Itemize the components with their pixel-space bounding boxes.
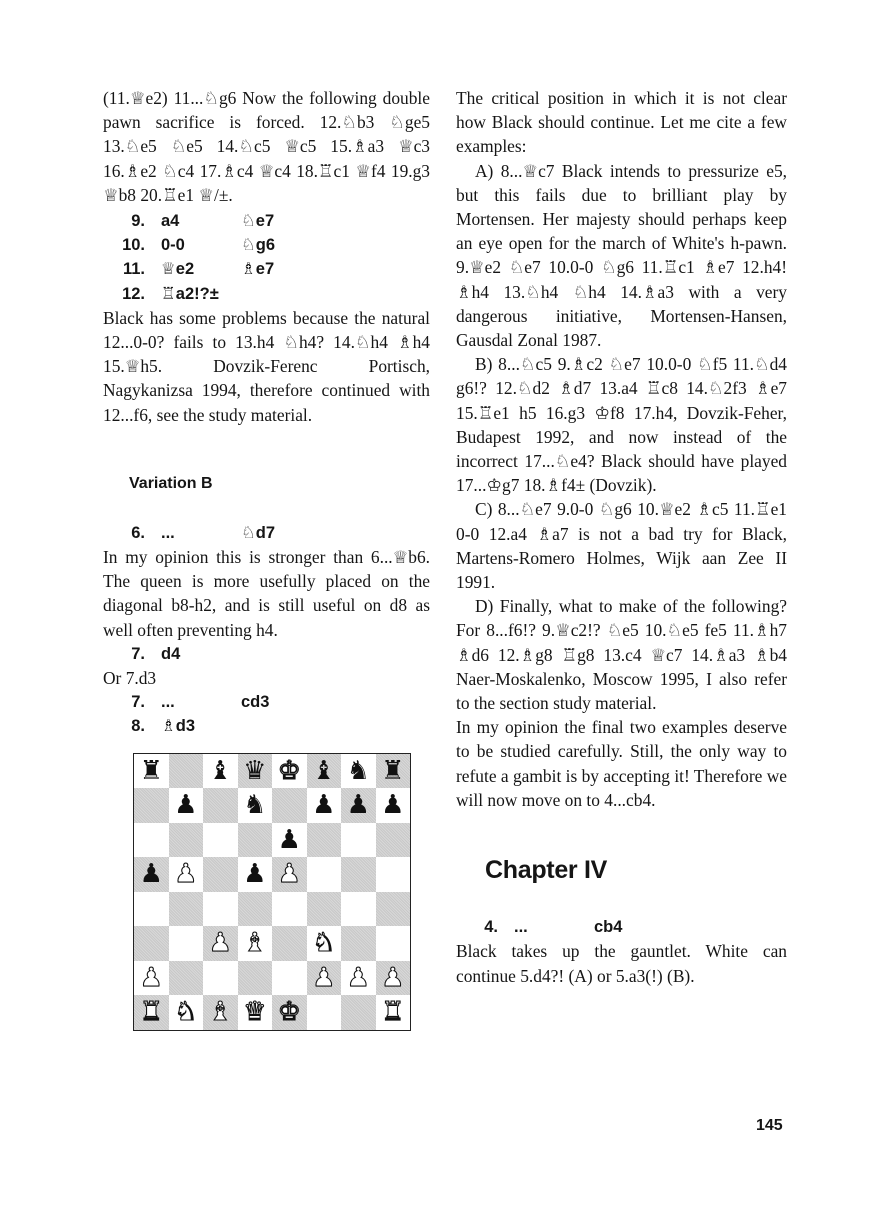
board-square xyxy=(238,857,273,892)
board-square xyxy=(307,995,342,1030)
board-square xyxy=(307,788,342,823)
black-knight-icon: ♞ xyxy=(346,755,370,786)
board-square xyxy=(238,926,273,961)
board-square xyxy=(341,961,376,996)
black-pawn-icon: ♟ xyxy=(312,790,336,821)
example-b-paragraph: B) 8...♘c5 9.♗c2 ♘e7 10.0-0 ♘f5 11.♘d4 g6!? 12.♘d2 ♗d7 13.a4 ♖c8 14.♘2f3 ♗e7 15.♖e1 h5 16.g3 ♔f8 17.h4, Dovzik-Feher, Budapest 1992, and now instead of the incorrect 17...♘e4? Black should have played 17...♔g7 18.♗f4± (Dovzik). xyxy=(456,354,787,496)
board-square xyxy=(203,788,238,823)
white-move: ♕e2 xyxy=(161,260,195,279)
board-square xyxy=(169,961,204,996)
black-rook-icon: ♜ xyxy=(381,755,405,786)
move-line xyxy=(103,282,430,306)
board-square xyxy=(272,926,307,961)
black-pawn-icon: ♟ xyxy=(381,790,405,821)
example-c-paragraph: C) 8...♘e7 9.0-0 ♘g6 10.♕e2 ♗c5 11.♖e1 0-0 12.a4 ♗a7 is not a bad try for Black, Martens-Romero Holmes, Wijk aan Zee II 1991. xyxy=(456,499,787,593)
board-square xyxy=(169,823,204,858)
critical-position-paragraph: The critical position in which it is not clear how Black should continue. Let me cite a few examples: xyxy=(456,88,787,157)
white-move: d4 xyxy=(161,644,181,663)
board-square xyxy=(341,788,376,823)
move-number: 8. xyxy=(131,717,145,736)
board-square xyxy=(238,823,273,858)
chapter-title: Chapter IV xyxy=(485,856,608,885)
white-move: 0-0 xyxy=(161,236,185,255)
black-rook-icon: ♜ xyxy=(139,755,163,786)
white-move: ... xyxy=(514,918,528,937)
move-number: 10. xyxy=(122,236,145,255)
white-move: a4 xyxy=(161,212,180,231)
board-square xyxy=(272,823,307,858)
black-knight-icon: ♞ xyxy=(243,790,267,821)
board-square xyxy=(272,961,307,996)
move-number: 7. xyxy=(131,644,145,663)
example-d-paragraph: D) Finally, what to make of the following? For 8...f6!? 9.♕c2!? ♘e5 10.♘e5 fe5 11.♗h7 ♗d6 12.♗g8 ♖g8 13.c4 ♕c7 14.♗a3 ♗b4 Naer-Moskalenko, Moscow 1995, I also refer to the section study material. xyxy=(456,596,787,714)
board-square xyxy=(134,788,169,823)
board-square xyxy=(203,961,238,996)
white-rook-icon: ♜ xyxy=(139,997,163,1028)
board-square xyxy=(203,857,238,892)
board-square xyxy=(341,857,376,892)
board-square xyxy=(134,995,169,1030)
black-pawn-icon: ♟ xyxy=(174,790,198,821)
white-pawn-icon: ♟ xyxy=(312,962,336,993)
black-move: ♘e7 xyxy=(241,212,275,231)
black-bishop-icon: ♝ xyxy=(312,755,336,786)
board-square xyxy=(376,788,411,823)
white-pawn-icon: ♟ xyxy=(139,962,163,993)
board-square xyxy=(307,754,342,789)
white-move: ♖a2!?± xyxy=(161,284,219,303)
gauntlet-paragraph: Black takes up the gauntlet. White can continue 5.d4?! (A) or 5.a3(!) (B). xyxy=(456,941,787,986)
black-queen-icon: ♛ xyxy=(243,755,267,786)
board-square xyxy=(134,857,169,892)
board-square xyxy=(203,892,238,927)
move-number: 11. xyxy=(122,260,145,279)
black-move: ♗e7 xyxy=(241,260,275,279)
white-pawn-icon: ♟ xyxy=(346,962,370,993)
move-number: 7. xyxy=(131,693,145,712)
board-square xyxy=(169,892,204,927)
white-pawn-icon: ♟ xyxy=(381,962,405,993)
board-square xyxy=(238,995,273,1030)
move-line xyxy=(103,257,430,281)
black-move: cb4 xyxy=(594,918,623,937)
board-square xyxy=(134,754,169,789)
board-square xyxy=(169,857,204,892)
board-square xyxy=(307,926,342,961)
board-square xyxy=(169,926,204,961)
board-square xyxy=(203,926,238,961)
black-move: ♘g6 xyxy=(241,236,276,255)
white-move: ♗d3 xyxy=(161,717,196,736)
white-king-icon: ♚ xyxy=(277,755,301,786)
black-bishop-icon: ♝ xyxy=(208,755,232,786)
board-square xyxy=(134,926,169,961)
analysis-paragraph: Black has some problems because the natural 12...0-0? fails to 13.h4 ♘h4? 14.♘h4 ♗h4 15.♕h5. Dovzik-Ferenc Portisch, Nagykanizsa 1994, therefore continued with 12...f6, see the study material. xyxy=(103,307,430,425)
move-line xyxy=(456,915,787,939)
board-square xyxy=(134,823,169,858)
board-square xyxy=(341,892,376,927)
board-square xyxy=(376,823,411,858)
board-square xyxy=(272,892,307,927)
black-move: cd3 xyxy=(241,693,270,712)
move-number: 4. xyxy=(484,918,498,937)
board-square xyxy=(376,961,411,996)
board-square xyxy=(341,754,376,789)
board-square xyxy=(203,823,238,858)
board-square xyxy=(341,823,376,858)
board-square xyxy=(169,754,204,789)
board-square xyxy=(272,788,307,823)
board-square xyxy=(376,926,411,961)
move-number: 12. xyxy=(122,284,145,303)
board-square xyxy=(134,892,169,927)
chess-diagram xyxy=(133,753,411,1031)
move-number: 9. xyxy=(131,212,145,231)
board-square xyxy=(376,754,411,789)
white-bishop-icon: ♝ xyxy=(208,997,232,1028)
white-pawn-icon: ♟ xyxy=(277,859,301,890)
board-square xyxy=(238,754,273,789)
board-square xyxy=(134,961,169,996)
move-number: 6. xyxy=(131,523,145,542)
board-square xyxy=(272,857,307,892)
board-square xyxy=(238,892,273,927)
white-bishop-icon: ♝ xyxy=(243,928,267,959)
board-square xyxy=(376,892,411,927)
white-knight-icon: ♞ xyxy=(312,928,336,959)
board-square xyxy=(376,857,411,892)
board-square xyxy=(307,857,342,892)
move-line xyxy=(103,209,430,233)
white-queen-icon: ♛ xyxy=(243,997,267,1028)
board-square xyxy=(272,995,307,1030)
chess-board xyxy=(134,754,410,1030)
black-pawn-icon: ♟ xyxy=(139,859,163,890)
black-pawn-icon: ♟ xyxy=(346,790,370,821)
white-move: ... xyxy=(161,693,175,712)
move-line xyxy=(103,233,430,257)
board-square xyxy=(272,754,307,789)
board-square xyxy=(169,995,204,1030)
white-knight-icon: ♞ xyxy=(174,997,198,1028)
conclusion-paragraph: In my opinion the final two examples deserve to be studied carefully. Still, the only way to refute a gambit is by accepting it! Therefore we will now move on to 4...cb4. xyxy=(456,717,787,810)
white-pawn-icon: ♟ xyxy=(174,859,198,890)
move-line xyxy=(103,714,430,738)
board-square xyxy=(307,823,342,858)
board-square xyxy=(341,926,376,961)
white-rook-icon: ♜ xyxy=(381,997,405,1028)
board-square xyxy=(169,788,204,823)
board-square xyxy=(307,961,342,996)
black-pawn-icon: ♟ xyxy=(243,859,267,890)
white-move: ... xyxy=(161,523,175,542)
alternative-line: Or 7.d3 xyxy=(103,668,157,689)
example-a-paragraph: A) 8...♕c7 Black intends to pressurize e5, but this fails due to brilliant play by Mortensen. Her majesty should perhaps keep an eye open for the march of White's h-pawn. 9.♕e2 ♘e7 10.0-0 ♘g6 11.♖c1 ♗e7 12.h4! ♗h4 13.♘h4 ♘h4 14.♗a3 with a very dangerous initiative, Mortensen-Hansen, Gausdal Zonal 1987. xyxy=(456,160,787,351)
board-square xyxy=(203,754,238,789)
move-line xyxy=(103,521,430,545)
intro-paragraph: (11.♕e2) 11...♘g6 Now the following double pawn sacrifice is forced. 12.♘b3 ♘ge5 13.♘e5 ♘e5 14.♘c5 ♕c5 15.♗a3 ♕c3 16.♗e2 ♘c4 17.♗c4 ♕c4 18.♖c1 ♕f4 19.g3 ♕b8 20.♖e1 ♕/±. xyxy=(103,88,430,205)
board-square xyxy=(238,961,273,996)
page-number: 145 xyxy=(756,1117,783,1134)
right-column xyxy=(456,86,787,988)
board-square xyxy=(341,995,376,1030)
board-square xyxy=(307,892,342,927)
black-move: ♘d7 xyxy=(241,523,276,542)
move-line xyxy=(103,642,430,666)
board-square xyxy=(203,995,238,1030)
variation-heading: Variation B xyxy=(129,474,213,492)
white-pawn-icon: ♟ xyxy=(208,928,232,959)
opinion-paragraph: In my opinion this is stronger than 6...♕b6. The queen is more usefully placed on the diagonal b8-h2, and is still useful on d8 as well often preventing h4. xyxy=(103,547,430,640)
left-column xyxy=(103,86,430,1031)
white-king-icon: ♚ xyxy=(277,997,301,1028)
board-square xyxy=(376,995,411,1030)
move-line xyxy=(103,690,430,714)
board-square xyxy=(238,788,273,823)
black-pawn-icon: ♟ xyxy=(277,824,301,855)
